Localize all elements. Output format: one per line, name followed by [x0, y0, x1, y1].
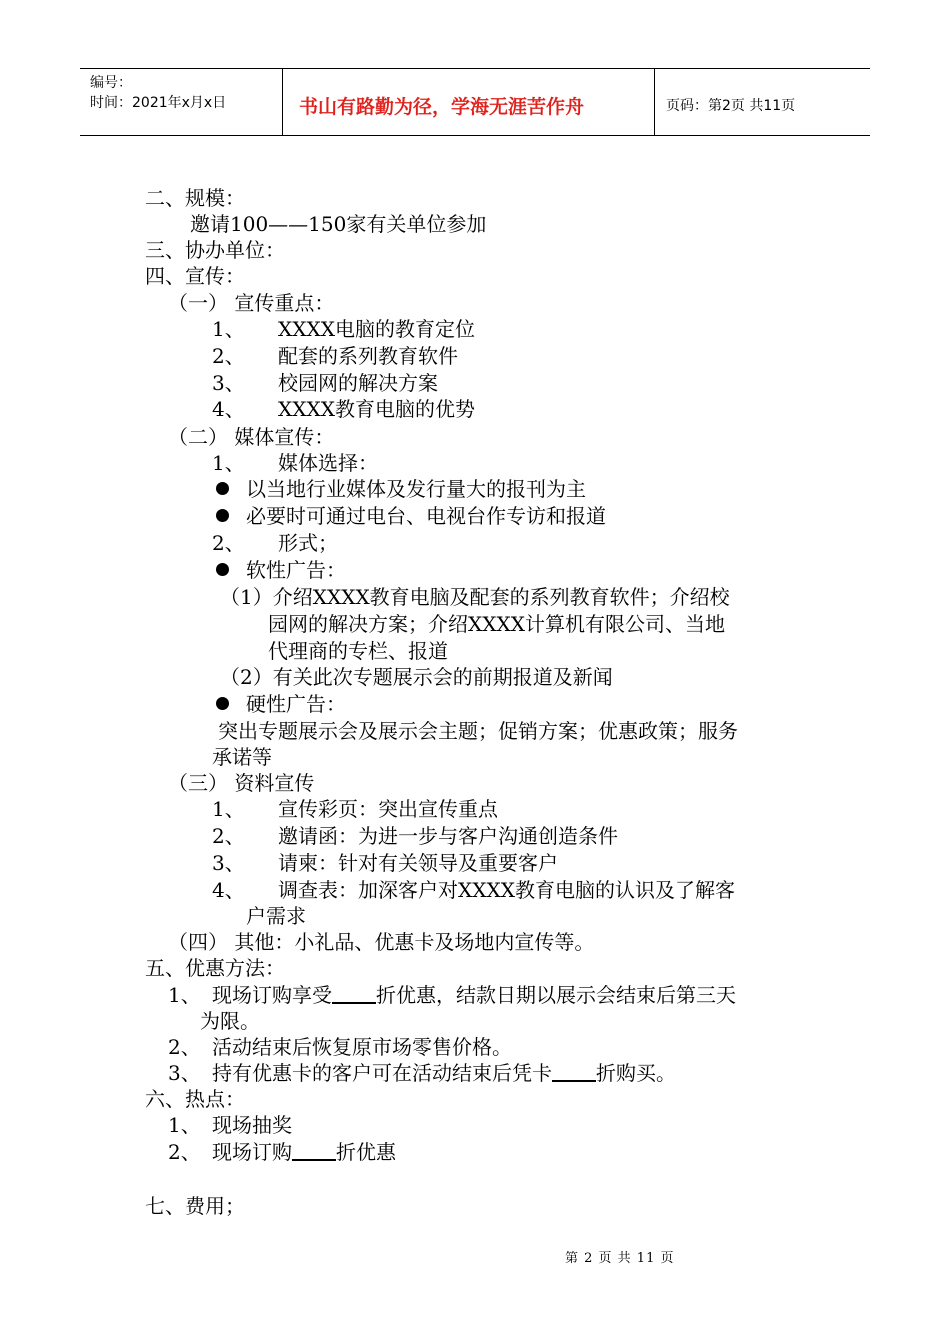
list-item-text: 媒体选择： — [278, 451, 378, 475]
list-item-text: XXXX电脑的教育定位 — [278, 317, 475, 341]
list-item-num: 1、 — [212, 451, 245, 475]
list-item-num: 4、 — [212, 878, 245, 902]
subsection-4-4: （四） 其他：小礼品、优惠卡及场地内宣传等。 — [168, 930, 595, 954]
list-item-text: 形式； — [278, 531, 338, 555]
section-2-text: 邀请100——150家有关单位参加 — [190, 212, 487, 236]
section-3-title: 三、协办单位： — [145, 238, 285, 262]
bullet-text: 以当地行业媒体及发行量大的报刊为主 — [246, 477, 586, 501]
discount-line-1-cont: 为限。 — [200, 1009, 260, 1033]
header-divider-2 — [654, 68, 655, 136]
list-item-num: 1、 — [168, 1113, 201, 1137]
bullet-text: 硬性广告： — [246, 692, 346, 716]
list-item-num: 1、 — [212, 317, 245, 341]
list-item-num: 2、 — [212, 824, 245, 848]
discount-line-1-post: 折优惠，结款日期以展示会结束后第三天 — [376, 983, 736, 1007]
soft-ad-item-2: （2）有关此次专题展示会的前期报道及新闻 — [220, 665, 613, 689]
list-item-num: 2、 — [212, 531, 245, 555]
subsection-4-3-title: （三） 资料宣传 — [168, 771, 315, 795]
list-item-num: 3、 — [212, 371, 245, 395]
bullet-icon — [216, 509, 229, 522]
list-item-num: 3、 — [212, 851, 245, 875]
hotspot-item-2 — [212, 1139, 396, 1165]
subsection-4-2-title: （二） 媒体宣传： — [168, 425, 335, 449]
list-item-text: 宣传彩页：突出宣传重点 — [278, 797, 498, 821]
bullet-icon — [216, 482, 229, 495]
discount-blank — [552, 1062, 596, 1082]
list-item-text: 邀请函：为进一步与客户沟通创造条件 — [278, 824, 618, 848]
discount-line-3-post: 折购买。 — [596, 1061, 676, 1085]
hard-ad-line-2: 承诺等 — [212, 745, 272, 769]
header-time-label: 时间：2021年x月x日 — [90, 95, 227, 111]
discount-line-2: 活动结束后恢复原市场零售价格。 — [212, 1035, 512, 1059]
list-item-text: 校园网的解决方案 — [278, 371, 438, 395]
bullet-icon — [216, 563, 229, 576]
list-item-text: 配套的系列教育软件 — [278, 344, 458, 368]
bullet-icon — [216, 697, 229, 710]
header-top-rule — [80, 68, 870, 69]
bullet-text: 软性广告： — [246, 558, 346, 582]
discount-line-1-pre: 现场订购享受 — [212, 983, 332, 1007]
section-2-title: 二、规模： — [145, 186, 245, 210]
header-motto: 书山有路勤为径，学海无涯苦作舟 — [299, 96, 585, 118]
section-4-title: 四、宣传： — [145, 264, 245, 288]
discount-blank — [292, 1141, 336, 1161]
list-item-text: 调查表：加深客户对XXXX教育电脑的认识及了解客 — [278, 878, 735, 902]
list-item-text: XXXX教育电脑的优势 — [278, 397, 475, 421]
list-item-num: 2、 — [168, 1140, 201, 1164]
soft-ad-item-1-line-2: 园网的解决方案；介绍XXXX计算机有限公司、当地 — [268, 612, 725, 636]
header-bottom-rule — [80, 135, 870, 136]
list-item-num: 3、 — [168, 1061, 201, 1085]
hard-ad-line-1: 突出专题展示会及展示会主题；促销方案；优惠政策；服务 — [218, 719, 738, 743]
header-divider-1 — [282, 68, 283, 136]
list-item-continuation: 户需求 — [246, 904, 306, 928]
header-serial-label: 编号： — [90, 75, 132, 91]
section-5-title: 五、优惠方法： — [145, 956, 285, 980]
subsection-4-1-title: （一） 宣传重点： — [168, 291, 335, 315]
list-item-text: 请柬：针对有关领导及重要客户 — [278, 851, 558, 875]
hotspot-item-2-pre: 现场订购 — [212, 1140, 292, 1164]
list-item-num: 2、 — [212, 344, 245, 368]
discount-blank — [332, 984, 376, 1004]
section-6-title: 六、热点： — [145, 1087, 245, 1111]
soft-ad-item-1-line-3: 代理商的专栏、报道 — [268, 639, 448, 663]
discount-line-1 — [212, 982, 736, 1008]
discount-line-3 — [212, 1060, 676, 1086]
soft-ad-item-1-line-1: （1）介绍XXXX教育电脑及配套的系列教育软件；介绍校 — [220, 585, 730, 609]
list-item-num: 4、 — [212, 397, 245, 421]
list-item-num: 2、 — [168, 1035, 201, 1059]
section-7-title: 七、费用； — [145, 1194, 245, 1218]
list-item-num: 1、 — [212, 797, 245, 821]
header-page-label: 页码：第2页 共11页 — [666, 98, 796, 114]
discount-line-3-pre: 持有优惠卡的客户可在活动结束后凭卡 — [212, 1061, 552, 1085]
hotspot-item-2-post: 折优惠 — [336, 1140, 396, 1164]
bullet-text: 必要时可通过电台、电视台作专访和报道 — [246, 504, 606, 528]
list-item-num: 1、 — [168, 983, 201, 1007]
footer-page-number: 第 2 页 共 11 页 — [565, 1251, 675, 1266]
hotspot-item-1: 现场抽奖 — [212, 1113, 292, 1137]
